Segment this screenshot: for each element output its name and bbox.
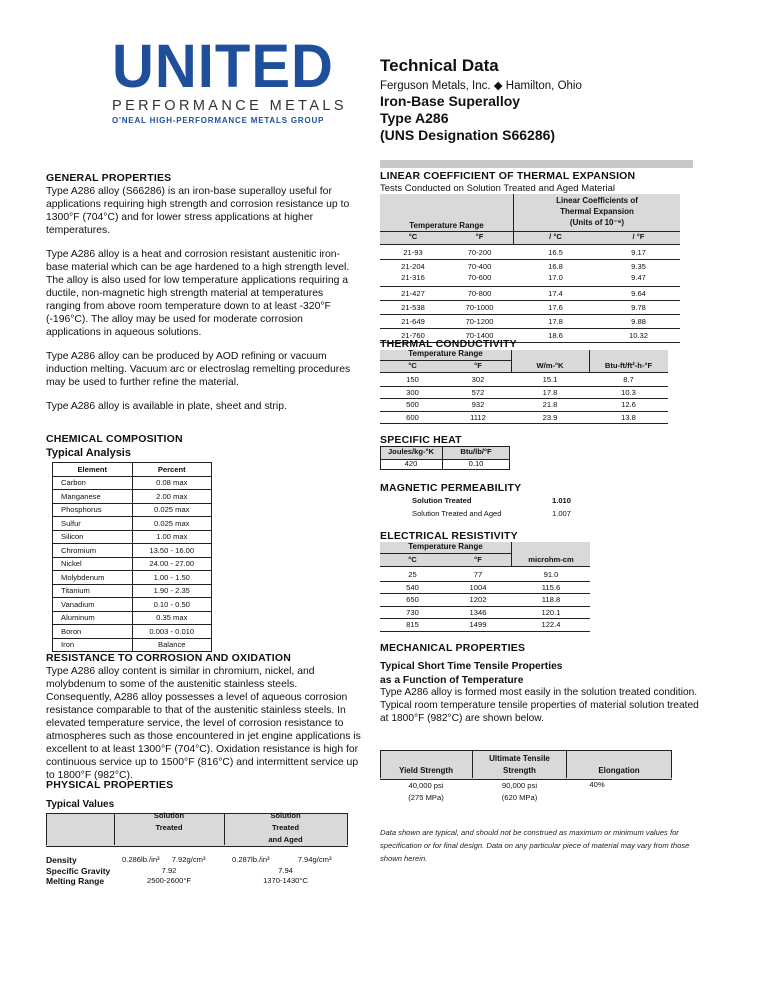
table-cell: 21-649	[401, 317, 425, 326]
table-cell: 17.8	[542, 387, 558, 397]
value: 2500-2600°F	[147, 876, 191, 885]
value: 7.94	[278, 865, 293, 875]
table-row	[53, 584, 212, 598]
element-cell: Aluminum	[53, 611, 133, 625]
paragraph: Type A286 alloy can be produced by AOD refining or vacuum induction melting. Vacuum arc or electroslag remelting procedures may be used to further refine the material.	[46, 351, 351, 388]
section-heading: SPECIFIC HEAT	[380, 434, 462, 446]
header-divider	[380, 160, 693, 168]
percent-cell: 0.08 max	[132, 476, 212, 490]
col-header: Ultimate Tensile	[489, 754, 550, 763]
table-row	[380, 399, 668, 412]
table-cell: 91.0	[543, 570, 559, 579]
percent-cell: 0.35 max	[132, 611, 212, 625]
table-cell: 70-1000	[465, 303, 494, 312]
table-cell: 9.78	[631, 303, 646, 312]
col-group-header: Temperature Range	[408, 349, 483, 358]
col-header: / °F	[632, 232, 645, 241]
table-cell: 17.6	[548, 303, 563, 312]
value: 40,000 psi	[408, 781, 444, 790]
logo-line2: O'NEAL HIGH-PERFORMANCE METALS GROUP	[112, 116, 325, 125]
row-label: Solution Treated	[412, 496, 472, 505]
section-subheading: Tests Conducted on Solution Treated and Aged Material	[380, 183, 616, 194]
table-cell: 1346	[469, 607, 487, 617]
percent-cell: 1.90 - 2.35	[132, 584, 212, 598]
element-cell: Phosphorus	[53, 503, 133, 517]
section-heading: RESISTANCE TO CORROSION AND OXIDATION	[46, 652, 292, 664]
section-heading: GENERAL PROPERTIES	[46, 172, 172, 184]
chem-table	[52, 462, 212, 652]
value: (275 MPa)	[408, 793, 444, 802]
col-header: Solution	[270, 811, 301, 820]
header-block	[380, 56, 720, 143]
section-heading: MECHANICAL PROPERTIES	[380, 642, 526, 654]
value: 0.287lb./in³	[232, 855, 270, 864]
element-cell: Silicon	[53, 530, 133, 544]
company-logo	[112, 32, 348, 128]
table-row	[53, 638, 212, 652]
table-cell: 17.8	[548, 317, 563, 326]
value: 7.92	[161, 865, 177, 875]
value: 1.010	[552, 496, 572, 505]
col-header: Solution	[153, 811, 185, 820]
table-cell: 21-760	[401, 331, 425, 340]
section-heading: ELECTRICAL RESISTIVITY	[380, 530, 518, 542]
alloy-class: Iron-Base Superalloy	[380, 93, 521, 109]
element-cell: Chromium	[53, 544, 133, 558]
col-header: Yield Strength	[399, 766, 453, 775]
table-cell: 8.7	[623, 375, 634, 384]
row-label: Solution Treated and Aged	[412, 509, 502, 518]
percent-cell: 0.025 max	[132, 517, 212, 531]
table-row	[380, 246, 680, 260]
value: 1370-1430°C	[263, 876, 308, 885]
tensile-table	[380, 750, 672, 804]
table-cell: 10.3	[621, 387, 636, 397]
percent-cell: 24.00 - 27.00	[132, 557, 212, 571]
col-header: °C	[408, 555, 417, 564]
table-cell: 21-204 21-316	[401, 262, 425, 282]
col-header: / °C	[549, 232, 562, 241]
table-cell: 118.8	[541, 595, 561, 604]
paragraph: Type A286 alloy is formed most easily in the solution treated condition. Typical room temperature tensile properties of material solution treated at 1800°F (982°C) are shown below.	[380, 687, 699, 724]
paragraph: Type A286 alloy is a heat and corrosion resistant austenitic iron-base material which can be age hardened to a high strength level. The alloy is also used for low temperature applications requiring a ductile, non-magnetic high strength material at temperatures ranging from above room temperature down to at least -320°F (-196°C). The alloy may be used for moderate corrosion applications in aqueous solutions.	[46, 249, 350, 338]
section-heading: MAGNETIC PERMEABILITY	[380, 482, 522, 494]
col-header: Strength	[503, 766, 536, 775]
percent-cell: 0.003 - 0.010	[132, 625, 212, 639]
element-cell: Iron	[53, 638, 133, 652]
table-cell: 120.1	[541, 607, 561, 617]
col-group-header: Temperature Range	[408, 542, 483, 551]
paragraph: Type A286 alloy is available in plate, sheet and strip.	[46, 401, 287, 412]
table-row	[53, 530, 212, 544]
physical-properties	[46, 779, 366, 889]
table-cell: 70-1400	[465, 331, 494, 340]
table-cell: 150	[406, 375, 419, 384]
table-cell: 15.1	[542, 375, 558, 384]
table-cell: 1112	[470, 412, 486, 422]
table-cell: 21.8	[542, 400, 558, 409]
table-cell: 300	[406, 387, 419, 397]
logo-line1: PERFORMANCE METALS	[112, 98, 347, 114]
table-row	[380, 619, 590, 632]
col-header: °F	[474, 555, 482, 564]
element-cell: Vanadium	[53, 598, 133, 612]
element-cell: Molybdenum	[53, 571, 133, 585]
table-cell: 12.6	[621, 400, 636, 409]
table-row	[53, 611, 212, 625]
row-label: Specific Gravity	[46, 865, 111, 876]
value: 420	[404, 459, 418, 468]
col-header: °C	[408, 232, 418, 241]
value: 7.92g/cm³	[171, 855, 206, 864]
col-header: W/m-°K	[536, 361, 564, 370]
col-header: Percent	[132, 463, 212, 477]
table-row	[53, 476, 212, 490]
table-cell: 115.6	[541, 582, 561, 592]
table-cell: 70-400 70-600	[467, 262, 492, 282]
table-row	[53, 490, 212, 504]
table-row	[380, 301, 680, 315]
percent-cell: 0.10 - 0.50	[132, 598, 212, 612]
uns-designation: (UNS Designation S66286)	[380, 127, 556, 143]
col-header: and Aged	[268, 835, 303, 844]
conductivity-table	[380, 350, 668, 422]
row-label: Melting Range	[46, 876, 105, 886]
table-cell: 16.5	[548, 248, 563, 257]
magnetic-permeability	[380, 482, 680, 518]
percent-cell: Balance	[132, 638, 212, 652]
table-row	[53, 544, 212, 558]
col-header: microhm-cm	[528, 555, 574, 564]
table-row	[53, 503, 212, 517]
table-cell: 9.35 9.47	[631, 262, 646, 282]
element-cell: Boron	[53, 625, 133, 639]
col-group-header: Thermal Expansion	[560, 207, 634, 216]
table-cell: 21-93	[403, 248, 423, 257]
col-header: °F	[475, 232, 484, 241]
row-label: Density	[46, 855, 77, 865]
percent-cell: 0.025 max	[132, 503, 212, 517]
col-group-header: Linear Coefficients of	[556, 196, 638, 205]
col-header: Elongation	[598, 766, 640, 775]
table-cell: 302	[471, 375, 485, 384]
chemical-composition	[46, 433, 356, 652]
section-heading: CHEMICAL COMPOSITION	[46, 433, 183, 445]
element-cell: Carbon	[53, 476, 133, 490]
thermal-conductivity	[380, 338, 700, 422]
table-row	[380, 607, 590, 620]
table-row	[380, 374, 668, 387]
percent-cell: 1.00 - 1.50	[132, 571, 212, 585]
table-cell: 572	[471, 387, 485, 397]
element-cell: Titanium	[53, 584, 133, 598]
value: 1.007	[552, 509, 572, 518]
section-heading: LINEAR COEFFICIENT OF THERMAL EXPANSION	[380, 170, 636, 182]
col-header: Treated	[155, 823, 183, 832]
electrical-resistivity	[380, 530, 680, 629]
section-subheading: as a Function of Temperature	[380, 675, 524, 686]
element-cell: Manganese	[53, 490, 133, 504]
table-cell: 1499	[469, 620, 487, 629]
col-header: Btu-ft/ft²-h-°F	[604, 361, 653, 370]
table-cell: 9.88	[631, 317, 646, 326]
col-header: °C	[408, 361, 417, 370]
value: 90,000 psi	[501, 781, 538, 790]
value: 7.94g/cm³	[297, 855, 332, 864]
company-line: Ferguson Metals, Inc. ◆ Hamilton, Ohio	[380, 80, 582, 92]
table-cell: 21-538	[401, 303, 425, 312]
table-row	[53, 598, 212, 612]
page-title: Technical Data	[380, 56, 499, 75]
section-heading: PHYSICAL PROPERTIES	[46, 779, 174, 791]
value: 0.10	[468, 459, 484, 468]
col-header: Element	[53, 463, 133, 477]
alloy-type: Type A286	[380, 110, 449, 126]
logo-word: UNITED	[112, 32, 334, 101]
table-cell: 932	[471, 400, 485, 409]
table-cell: 70-1200	[465, 317, 494, 326]
specific-heat-table	[380, 446, 510, 470]
disclaimer: Data shown are typical, and should not be construed as maximum or minimum values for specification or for final design. Data on any particular piece of material may vary from those shown herein.	[380, 828, 690, 863]
table-cell: 23.9	[542, 412, 558, 422]
table-cell: 650	[406, 595, 419, 604]
percent-cell: 1.00 max	[132, 530, 212, 544]
table-cell: 13.8	[621, 412, 636, 422]
table-cell: 815	[406, 620, 419, 629]
col-group-header: Temperature Range	[409, 221, 484, 230]
table-row	[380, 594, 590, 607]
table-cell: 1202	[469, 595, 487, 604]
table-row	[380, 260, 680, 287]
percent-cell: 13.50 - 16.00	[132, 544, 212, 558]
corrosion-section	[46, 652, 361, 782]
table-cell: 25	[408, 570, 417, 579]
table-cell: 21-427	[401, 289, 425, 298]
table-row	[380, 387, 668, 400]
col-header: Btu/lb/°F	[460, 447, 492, 456]
section-heading: THERMAL CONDUCTIVITY	[380, 338, 517, 350]
table-row	[53, 517, 212, 531]
physical-table	[46, 813, 348, 889]
table-row	[53, 557, 212, 571]
table-cell: 17.4	[548, 289, 563, 298]
table-row	[380, 315, 680, 329]
value: 40%	[589, 780, 605, 789]
table-row	[53, 625, 212, 639]
table-cell: 730	[406, 607, 419, 617]
table-cell: 500	[406, 400, 419, 409]
thermal-expansion	[380, 170, 700, 340]
mechanical-properties	[380, 642, 710, 804]
element-cell: Sulfur	[53, 517, 133, 531]
table-row	[53, 571, 212, 585]
table-cell: 9.64	[631, 289, 646, 298]
table-cell: 10.32	[628, 331, 648, 340]
table-row	[380, 569, 590, 582]
table-cell: 600	[406, 412, 419, 422]
col-header: °F	[474, 361, 482, 370]
col-group-header: (Units of 10⁻⁶)	[569, 218, 625, 227]
table-cell: 77	[473, 570, 483, 579]
paragraph: Type A286 alloy content is similar in chromium, nickel, and molybdenum to some of the austenitic stainless steels. Consequently, A286 alloy possesses a level of aqueous corrosion resistance comparable to that of the austenitic stainless steels. In elevated temperature service, the level of corrosion resistance to atmospheres such as those encountered in jet engine applications is excellent to at least 1300°F (704°C). Oxidation resistance is high for continuous service up to 1500°F (816°C) and intermittent service up to 1800°F (982°C).	[46, 666, 361, 781]
table-cell: 1004	[469, 582, 487, 592]
value: (620 MPa)	[501, 793, 538, 802]
resistivity-table	[380, 542, 590, 629]
table-cell: 18.6	[548, 331, 563, 340]
table-cell: 122.4	[541, 620, 561, 629]
table-row	[380, 412, 668, 425]
table-cell: 16.8 17.0	[548, 262, 563, 282]
col-header: Joules/kg-°K	[387, 447, 435, 456]
value: 0.286lb./in³	[122, 855, 160, 864]
section-subheading: Typical Short Time Tensile Properties	[380, 661, 563, 672]
col-header: Treated	[271, 823, 299, 832]
table-row	[380, 287, 680, 301]
section-subheading: Typical Values	[46, 799, 115, 810]
general-properties	[46, 172, 356, 413]
specific-heat	[380, 434, 580, 470]
element-cell: Nickel	[53, 557, 133, 571]
percent-cell: 2.00 max	[132, 490, 212, 504]
paragraph: Type A286 alloy (S66286) is an iron-base superalloy useful for applications requiring high strength and corrosion resistance up to 1300°F (704°C) and for lower stress applications at higher temperatures.	[46, 186, 350, 236]
table-row	[380, 582, 590, 595]
table-cell: 540	[406, 582, 419, 592]
table-cell: 9.17	[631, 248, 646, 257]
table-cell: 70-200	[467, 248, 492, 257]
section-subheading: Typical Analysis	[46, 447, 131, 459]
thermal-exp-table	[380, 194, 680, 340]
table-cell: 70-800	[467, 289, 492, 298]
